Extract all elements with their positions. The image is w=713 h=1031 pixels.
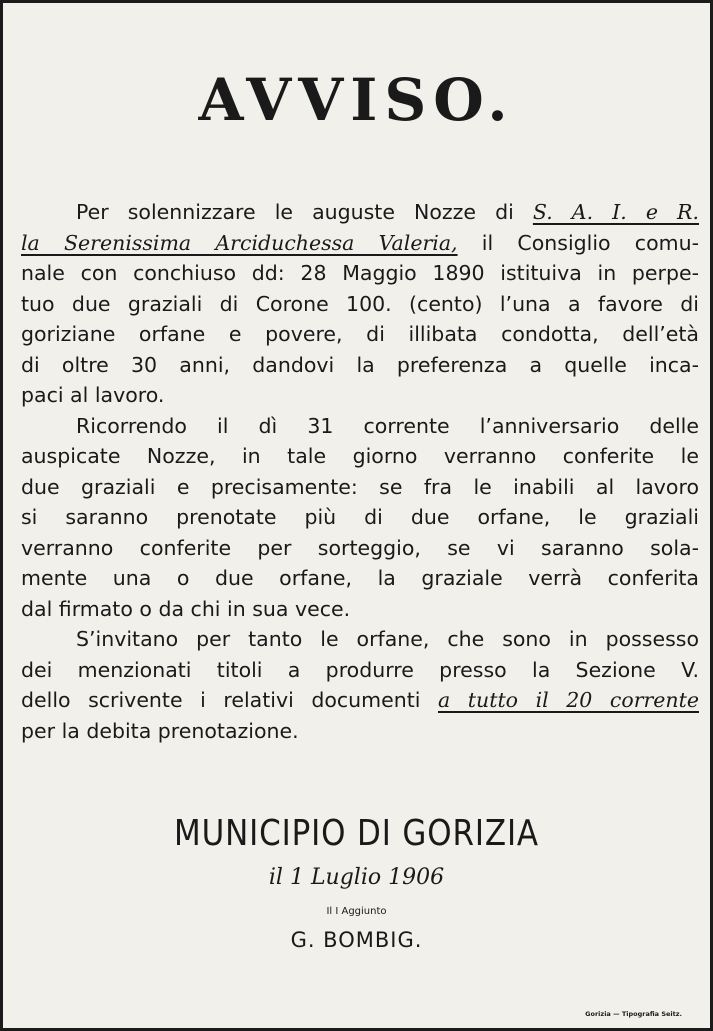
paragraph-1-line-3: nale con conchiuso dd: 28 Maggio 1890 istituiva in perpe- [21, 261, 699, 285]
paragraph-2-line-5: verranno conferite per sorteggio, se vi saranno sola- [21, 535, 699, 560]
italic-underlined-phrase: S. A. I. e R. [532, 200, 699, 224]
text-fragment: il Consiglio comu- [457, 230, 699, 255]
paragraph-2-line-1: Ricorrendo il dì 31 corrente l’anniversario delle [76, 413, 699, 438]
paragraph-2-line-3: due graziali e precisamente: se fra le inabili al lavoro [21, 474, 699, 499]
paragraph-2-line-6: mente una o due orfane, la graziale verrà conferita [21, 566, 699, 590]
paragraph-3-line-1: S’invitano per tanto le orfane, che sono in possesso [76, 627, 699, 651]
paragraph-2-line-7: dal firmato o da chi in sua vece. [21, 596, 351, 621]
issue-date: il 1 Luglio 1906 [268, 865, 445, 890]
signatory-role: Il I Aggiunto [326, 906, 387, 917]
notice-title: AVVISO. [198, 66, 515, 134]
municipality-name: MUNICIPIO DI GORIZIA [174, 813, 539, 854]
paragraph-1-line-6: di oltre 30 anni, dandovi la preferenza a quelle inca- [21, 352, 699, 377]
printer-credit: Gorizia — Tipografia Seitz. [585, 1010, 682, 1018]
notice-body [21, 197, 699, 746]
paragraph-3-line-2: dei menzionati titoli a produrre presso la Sezione V. [21, 657, 699, 682]
italic-underlined-phrase: la Serenissima Arciduchessa Valeria, [21, 230, 458, 255]
paragraph-1-line-2 [21, 228, 699, 259]
paragraph-2-line-2: auspicate Nozze, in tale giorno verranno conferite le [21, 444, 699, 468]
paragraph-1-line-1 [21, 197, 699, 228]
paragraph-3-line-4: per la debita prenotazione. [21, 718, 299, 743]
paragraph-1-line-7: paci al lavoro. [21, 383, 165, 407]
paragraph-1-line-4: tuo due graziali di Corone 100. (cento) l’una a favore di [21, 291, 699, 316]
italic-underlined-deadline: a tutto il 20 corrente [438, 688, 699, 712]
text-fragment: Per solennizzare le auguste Nozze di [76, 200, 533, 224]
signatory-name: G. BOMBIG. [290, 928, 423, 952]
paragraph-3-line-3 [21, 685, 699, 716]
paragraph-2-line-4: si saranno prenotate più di due orfane, le graziali [21, 505, 699, 529]
text-fragment: dello scrivente i relativi documenti [21, 688, 438, 712]
paragraph-1-line-5: goriziane orfane e povere, di illibata condotta, dell’età [21, 322, 699, 346]
